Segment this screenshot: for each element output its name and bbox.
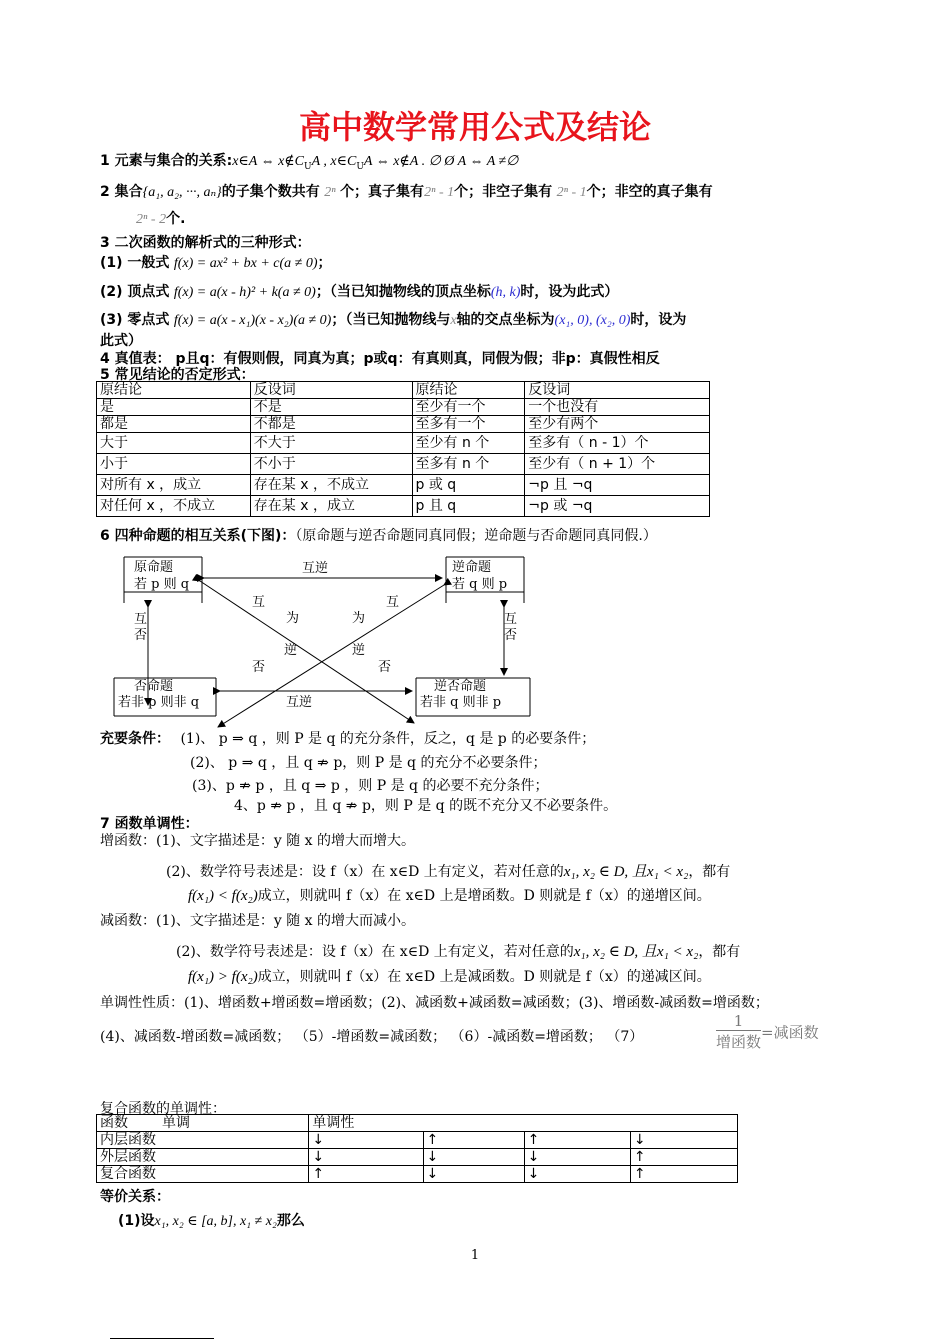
s1-label: 1 元素与集合的关系: [100,153,233,169]
inc-3-text: 成立，则就叫 f（x）在 x∈D 上是增函数。D 则就是 f（x）的递增区间。 [257,888,711,904]
s2-e: 个；非空的真子集有 [586,184,713,200]
negation-cell: 至少有两个 [525,416,710,433]
arrow-down-icon: ↓ [423,1166,524,1183]
box-contrapositive [416,678,530,716]
inc-2-text: (2)、数学符号表述是：设 f（x）在 x∈D 上有定义，若对任意的 [166,864,564,880]
footnote-rule [110,1338,214,1339]
arrow-up-icon: ↑ [630,1149,737,1166]
s6-note: （原命题与逆否命题同真同假；逆命题与否命题同真同假.） [295,528,657,544]
negation-cell: 都是 [97,416,251,433]
s3-line3 [100,309,686,329]
s2-p4: 2ⁿ - 2 [136,212,167,227]
label-x4: 否 [252,660,266,675]
label-right-b: 否 [504,628,518,643]
negation-cell: ¬p 或 ¬q [525,496,710,517]
composite-name: 内层函数 [97,1132,309,1149]
arrow-down-icon: ↓ [423,1149,524,1166]
negation-cell: 反设词 [250,382,412,399]
page-title: 高中数学常用公式及结论 [298,108,651,146]
box1-a: 原命题 [134,560,174,575]
comp-h1: 函数 [100,1115,128,1131]
box4-a: 逆否命题 [434,679,487,694]
label-top: 互逆 [302,561,329,576]
section-1 [100,150,518,172]
negation-cell: p 且 q [412,496,525,517]
s1-sub: U [304,161,312,172]
negation-cell: 是 [97,399,251,416]
negation-cell: 原结论 [412,382,525,399]
dec-3 [188,966,711,986]
label-y3: 逆 [352,643,366,658]
s3-l3-end: 时，设为 [630,312,687,328]
dec-2-text: (2)、数学符号表述是：设 f（x）在 x∈D 上有定义，若对任意的 [176,944,574,960]
label-y2: 为 [352,611,366,626]
arrow-down-icon: ↓ [524,1149,630,1166]
arrow-up-icon: ↑ [524,1132,630,1149]
comp-h2: 单调 [162,1115,190,1131]
arrow-up-icon: ↑ [630,1166,737,1183]
negation-row [97,496,710,517]
s1-formula: x∈A ⇔ x∉C [232,154,305,169]
negation-cell: 至多有 n 个 [412,454,525,475]
negation-cell: 对所有 x ，成立 [97,475,251,496]
s3-l1-label: (1) 一般式 [100,255,170,271]
inc-1: 增函数：(1)、文字描述是：y 随 x 的增大而增大。 [100,833,415,849]
negation-cell: 一个也没有 [525,399,710,416]
negation-header-row [97,382,710,399]
negation-cell: 对任何 x ，不成立 [97,496,251,517]
fraction [716,1012,819,1052]
s1-sub-2: U [356,161,364,172]
comp-h3: 单调性 [309,1115,738,1132]
arrow-down-icon: ↓ [309,1149,423,1166]
negation-row [97,433,710,454]
cond-1: (1)、 p ⇒ q ，则 P 是 q 的充分条件，反之，q 是 p 的必要条件； [180,731,596,747]
s2-line2: 个. [166,211,186,227]
negation-row [97,399,710,416]
dec-2-f: x₁, x₂ ∈ D, 且x₁ < x₂ [573,944,699,960]
four-propositions-diagram [100,545,540,730]
s6-head: 6 四种命题的相互关系(下图)： [100,528,296,544]
s7-head: 7 函数单调性： [100,816,199,832]
composite-name: 复合函数 [97,1166,309,1183]
s2-p1: 2ⁿ [324,185,336,200]
negation-cell: p 或 q [412,475,525,496]
s3-l2-end: 时，设为此式） [520,284,619,300]
composite-name: 外层函数 [97,1149,309,1166]
negation-cell: 小于 [97,454,251,475]
box2-a: 逆命题 [452,560,492,575]
s3-l3-x: x [450,313,457,328]
s2-p2: 2ⁿ - 1 [424,185,455,200]
page-number: 1 [470,1248,480,1263]
eq-l1: (1)设 [118,1213,155,1229]
box-converse [446,557,524,603]
s3-l3-pts: (x₁, 0), (x₂, 0) [554,313,631,328]
label-left-a: 互 [134,612,148,627]
s2-b: 的子集个数共有 [221,184,320,200]
arrow-up-icon: ↑ [309,1166,423,1183]
negation-cell: 不小于 [250,454,412,475]
s6-line [100,525,657,545]
arrow-up-icon: ↑ [423,1132,524,1149]
box-original [124,557,202,603]
cond-2: (2)、 p ⇒ q ，且 q ⇏ p，则 P 是 q 的充分不必要条件； [190,755,547,771]
negation-cell: 至少有一个 [412,399,525,416]
dec-1: 减函数：(1)、文字描述是：y 随 x 的增大而减小。 [100,913,415,929]
comp-head: 复合函数的单调性： [100,1101,226,1117]
negation-cell: 原结论 [97,382,251,399]
box3-b: 若非 p 则非 q [118,695,200,710]
label-x1: 互 [252,595,266,610]
eq-l1f: x₁, x₂ ∈ [a, b], x₁ ≠ x₂ [154,1214,277,1229]
negation-cell: 不都是 [250,416,412,433]
inc-2-f: x₁, x₂ ∈ D, 且x₁ < x₂ [563,864,689,880]
s2-a: 2 集合 [100,184,143,200]
arrow-down-icon: ↓ [630,1132,737,1149]
prop-1: 单调性性质：(1)、增函数+增函数=增函数；(2)、减函数+减函数=减函数；(3)、增函数-减函数=增函数； [100,995,769,1011]
s2-d: 个；非空子集有 [454,184,553,200]
composite-table [96,1114,738,1183]
s3-l3-cont: 此式） [100,333,142,349]
negation-row [97,475,710,496]
s3-l1-f: f(x) = ax² + bx + c(a ≠ 0) [173,256,318,271]
frac-eq: =减函数 [761,1023,819,1042]
s3-l3-label: (3) 零点式 [100,312,170,328]
negation-cell: 存在某 x ，成立 [250,496,412,517]
inc-3-f: f(x₁) < f(x₂) [188,888,258,904]
s1-formula-c: A ⇔ x∉A . ∅ Ø A ⇔ A ≠∅ [363,154,519,169]
box3-a: 否命题 [134,679,174,694]
negation-table [96,381,710,517]
s2-p3: 2ⁿ - 1 [556,185,587,200]
inc-2-end: ，都有 [688,864,731,880]
s3-l3-note2: 轴的交点坐标为 [456,312,555,328]
s3-line1 [100,252,332,272]
negation-cell: 至多有（ n - 1）个 [525,433,710,454]
s3-l2-f: f(x) = a(x - h)² + k(a ≠ 0) [173,285,316,300]
s3-head: 3 二次函数的解析式的三种形式： [100,235,311,251]
section-2 [100,181,713,201]
s3-l2-label: (2) 顶点式 [100,284,170,300]
eq-head: 等价关系： [100,1189,170,1205]
eq-l1e: 那么 [276,1213,305,1229]
s3-line2 [100,281,618,301]
cond-head: 充要条件： [100,731,170,747]
label-x3: 逆 [284,643,298,658]
arrow-down-icon: ↓ [524,1166,630,1183]
dec-3-f: f(x₁) > f(x₂) [188,969,258,985]
s5-head: 5 常见结论的否定形式： [100,367,255,383]
label-right-a: 互 [504,612,518,627]
inc-2 [166,860,730,881]
dec-2-end: ，都有 [698,944,741,960]
negation-cell: 至多有一个 [412,416,525,433]
negation-cell: 存在某 x ，不成立 [250,475,412,496]
s3-l2-note: ；（当已知抛物线的顶点坐标 [315,284,491,300]
composite-row [97,1166,738,1183]
cond-line-1 [100,728,595,748]
label-x2: 为 [286,611,300,626]
label-y4: 否 [378,660,392,675]
s4-text: 4 真值表： p且q：有假则假，同真为真；p或q：有真则真，同假为假；非p：真假性相反 [100,351,660,367]
frac-den: 增函数 [716,1033,762,1051]
negation-cell: 不是 [250,399,412,416]
box4-b: 若非 q 则非 p [420,695,502,710]
label-bottom: 互逆 [286,695,313,710]
composite-row [97,1132,738,1149]
frac-num: 1 [716,1012,761,1031]
s2-set: {a₁, a₂, ···, aₙ} [142,185,222,200]
s3-l3-note: ；（当已知抛物线与 [331,312,451,328]
cond-4: 4、p ⇏ p ，且 q ⇏ p，则 P 是 q 的既不充分又不必要条件。 [234,798,618,814]
negation-row [97,454,710,475]
s3-l2-pt: (h, k) [490,285,521,300]
negation-row [97,416,710,433]
inc-3 [188,885,711,905]
s3-l1-end: ； [317,255,332,271]
dec-2 [176,940,740,961]
cond-3: (3)、p ⇏ p ，且 q ⇒ p ，则 P 是 q 的必要不充分条件； [192,778,549,794]
label-left-b: 否 [134,628,148,643]
negation-cell: 至少有 n 个 [412,433,525,454]
s1-formula-b: A , x∈C [311,154,357,169]
prop-2: (4)、减函数-增函数=减函数； （5）-增函数=减函数； （6）-减函数=增函数； （7） [100,1029,644,1045]
s3-l3-f: f(x) = a(x - x₁)(x - x₂)(a ≠ 0) [173,313,332,328]
negation-cell: 大于 [97,433,251,454]
label-y1: 互 [386,595,400,610]
section-2-line2 [136,208,185,228]
s2-c: 个；真子集有 [340,184,425,200]
box2-b: 若 q 则 p [452,577,508,592]
arrow-down-icon: ↓ [309,1132,423,1149]
negation-cell: ¬p 且 ¬q [525,475,710,496]
comp-h-cell [97,1115,309,1132]
negation-cell: 不大于 [250,433,412,454]
eq-line-1 [118,1210,305,1230]
box-inverse [114,678,216,716]
composite-row [97,1149,738,1166]
box1-b: 若 p 则 q [134,577,190,592]
negation-cell: 至少有（ n + 1）个 [525,454,710,475]
negation-cell: 反设词 [525,382,710,399]
dec-3-text: 成立，则就叫 f（x）在 x∈D 上是减函数。D 则就是 f（x）的递减区间。 [257,969,711,985]
